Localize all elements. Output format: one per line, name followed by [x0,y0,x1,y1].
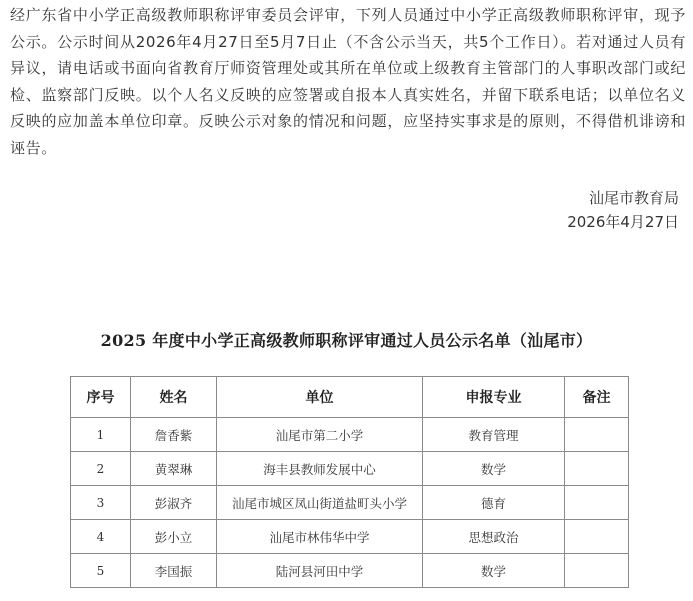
cell-note [565,520,629,554]
signature-date: 2026年4月27日 [567,213,679,231]
cell-index: 4 [71,520,131,554]
table-row [71,418,629,452]
cell-name: 彭小立 [131,520,217,554]
cell-name: 彭淑齐 [131,486,217,520]
cell-index: 5 [71,554,131,588]
cell-name: 黄翠琳 [131,452,217,486]
header-name: 姓名 [131,377,217,418]
table-row [71,520,629,554]
header-major: 申报专业 [423,377,565,418]
signature-organization: 汕尾市教育局 [588,189,679,207]
cell-note [565,486,629,520]
cell-index: 3 [71,486,131,520]
table-title: 2025 年度中小学正高级教师职称评审通过人员公示名单（汕尾市） [100,331,593,350]
table-row [71,452,629,486]
cell-index: 2 [71,452,131,486]
header-index: 序号 [71,377,131,418]
table-row [71,486,629,520]
cell-major: 教育管理 [423,418,565,452]
cell-unit: 汕尾市林伟华中学 [217,520,423,554]
header-unit: 单位 [217,377,423,418]
cell-unit: 汕尾市第二小学 [217,418,423,452]
cell-major: 思想政治 [423,520,565,554]
cell-major: 数学 [423,452,565,486]
cell-note [565,452,629,486]
table-header-row [71,377,629,418]
cell-name: 李国振 [131,554,217,588]
cell-unit: 汕尾市城区凤山街道盐町头小学 [217,486,423,520]
table-row [71,554,629,588]
roster-table [70,376,629,588]
cell-unit: 海丰县教师发展中心 [217,452,423,486]
header-note: 备注 [565,377,629,418]
cell-index: 1 [71,418,131,452]
cell-name: 詹香紫 [131,418,217,452]
cell-note [565,418,629,452]
notice-body: 经广东省中小学正高级教师职称评审委员会评审，下列人员通过中小学正高级教师职称评审，现予公示。公示时间从2026年4月27日至5月7日止（不含公示当天，共5个工作日）。若对通过人员有异议，请电话或书面向省教育厅师资管理处或其所在单位或上级教育主管部门的人事职改部门或纪检、监察部门反映。以个人名义反映的应签署或自报本人真实姓名，并留下联系电话；以单位名义反映的应加盖本单位印章。反映公示对象的情况和问题，应坚持实事求是的原则，不得借机诽谤和诬告。 [10,6,686,157]
cell-unit: 陆河县河田中学 [217,554,423,588]
cell-major: 德育 [423,486,565,520]
cell-note [565,554,629,588]
cell-major: 数学 [423,554,565,588]
